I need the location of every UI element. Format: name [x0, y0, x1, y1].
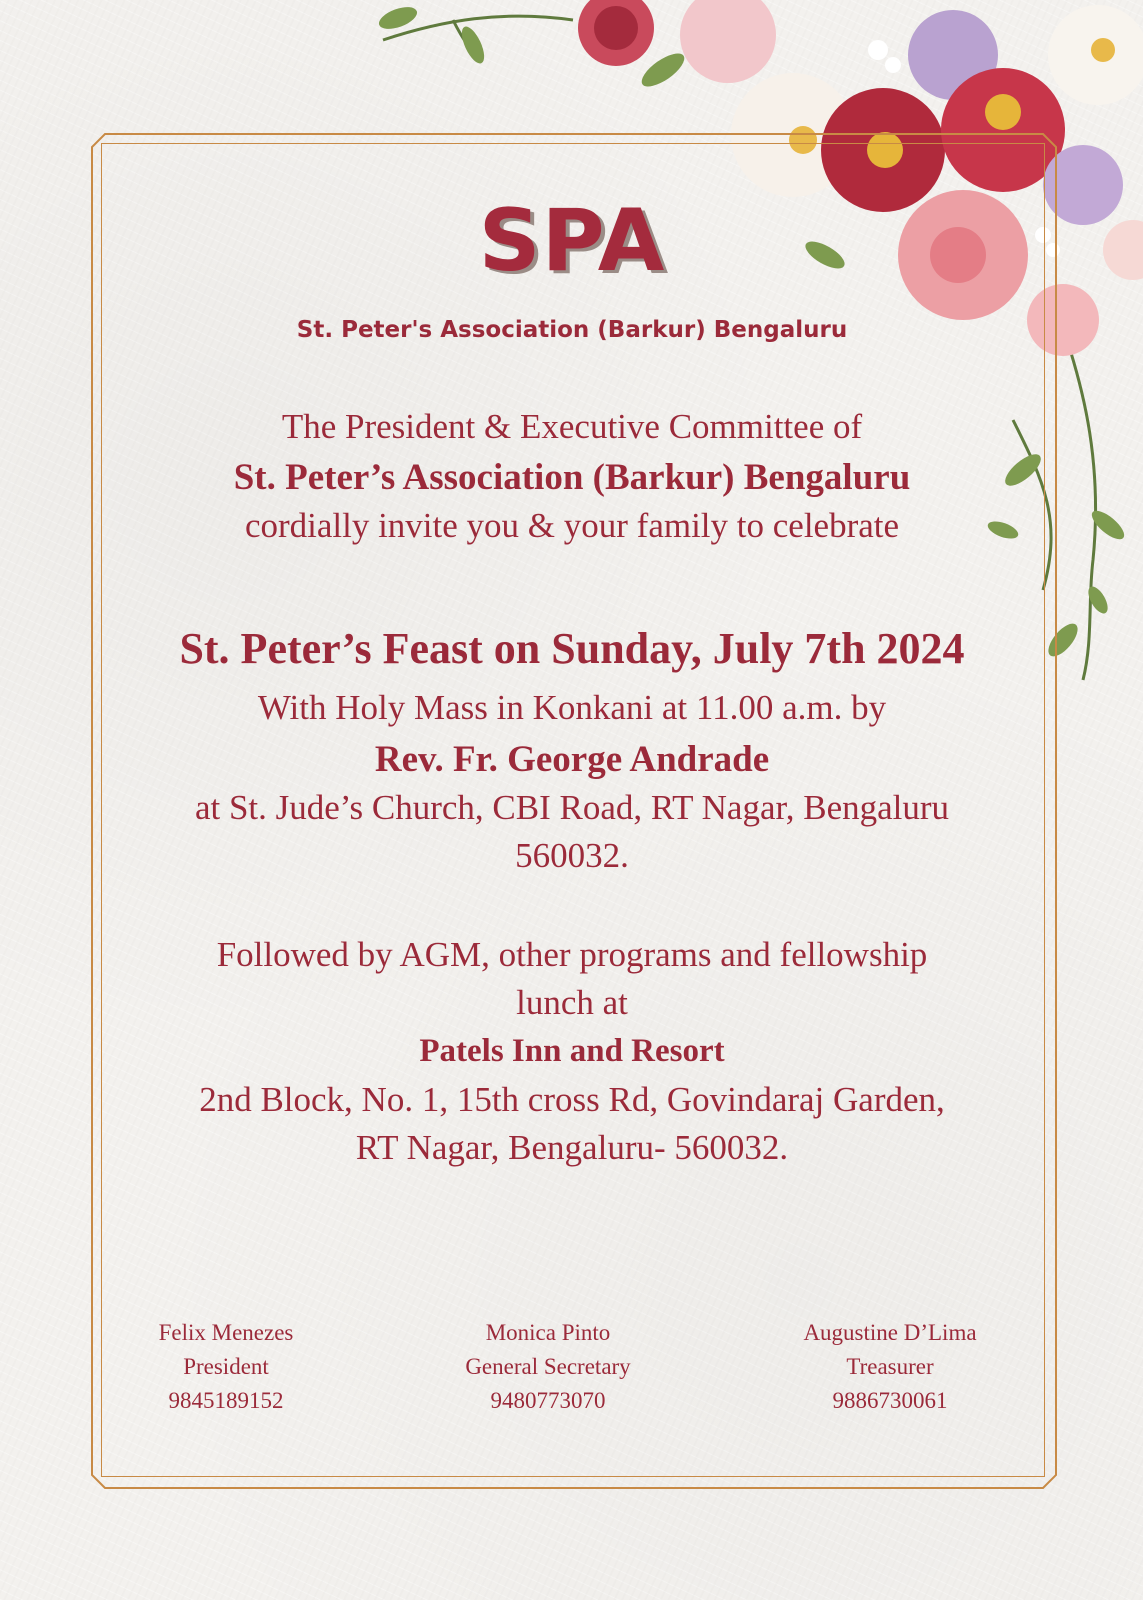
intro-line-2: St. Peter’s Association (Barkur) Bengaluru: [233, 457, 911, 498]
signatory-secretary: [428, 1316, 668, 1418]
intro-line-1: The President & Executive Committee of: [281, 407, 863, 446]
church-line-1: at St. Jude’s Church, CBI Road, RT Nagar, Bengaluru: [194, 788, 950, 827]
signatory-phone: 9845189152: [168, 1388, 284, 1413]
org-subtitle: St. Peter's Association (Barkur) Bengaluru: [296, 317, 848, 343]
signatory-role: General Secretary: [465, 1354, 631, 1379]
signatory-role: President: [183, 1354, 269, 1379]
address-line-1: 2nd Block, No. 1, 15th cross Rd, Govindaraj Garden,: [199, 1080, 945, 1119]
signatory-name: Felix Menezes: [158, 1320, 294, 1345]
mass-line: With Holy Mass in Konkani at 11.00 a.m. by: [257, 688, 887, 727]
venue-name: Patels Inn and Resort: [419, 1033, 725, 1069]
signatory-role: Treasurer: [846, 1354, 934, 1379]
church-line-2: 560032.: [515, 836, 629, 875]
signatory-treasurer: [770, 1316, 1010, 1418]
spa-logo: SPA: [478, 191, 666, 291]
signatory-phone: 9886730061: [832, 1388, 948, 1413]
followup-line-2: lunch at: [516, 983, 628, 1022]
invitation-card: [101, 143, 1043, 1475]
address-line-2: RT Nagar, Bengaluru- 560032.: [355, 1128, 789, 1167]
signatory-president: [106, 1316, 346, 1418]
signatory-phone: 9480773070: [490, 1388, 606, 1413]
celebrant: Rev. Fr. George Andrade: [374, 739, 770, 780]
intro-line-3: cordially invite you & your family to celebrate: [244, 506, 900, 545]
signatory-name: Monica Pinto: [485, 1320, 611, 1345]
event-headline: St. Peter’s Feast on Sunday, July 7th 2024: [179, 624, 965, 673]
followup-line-1: Followed by AGM, other programs and fellowship: [216, 935, 928, 974]
signatory-name: Augustine D’Lima: [803, 1320, 977, 1345]
